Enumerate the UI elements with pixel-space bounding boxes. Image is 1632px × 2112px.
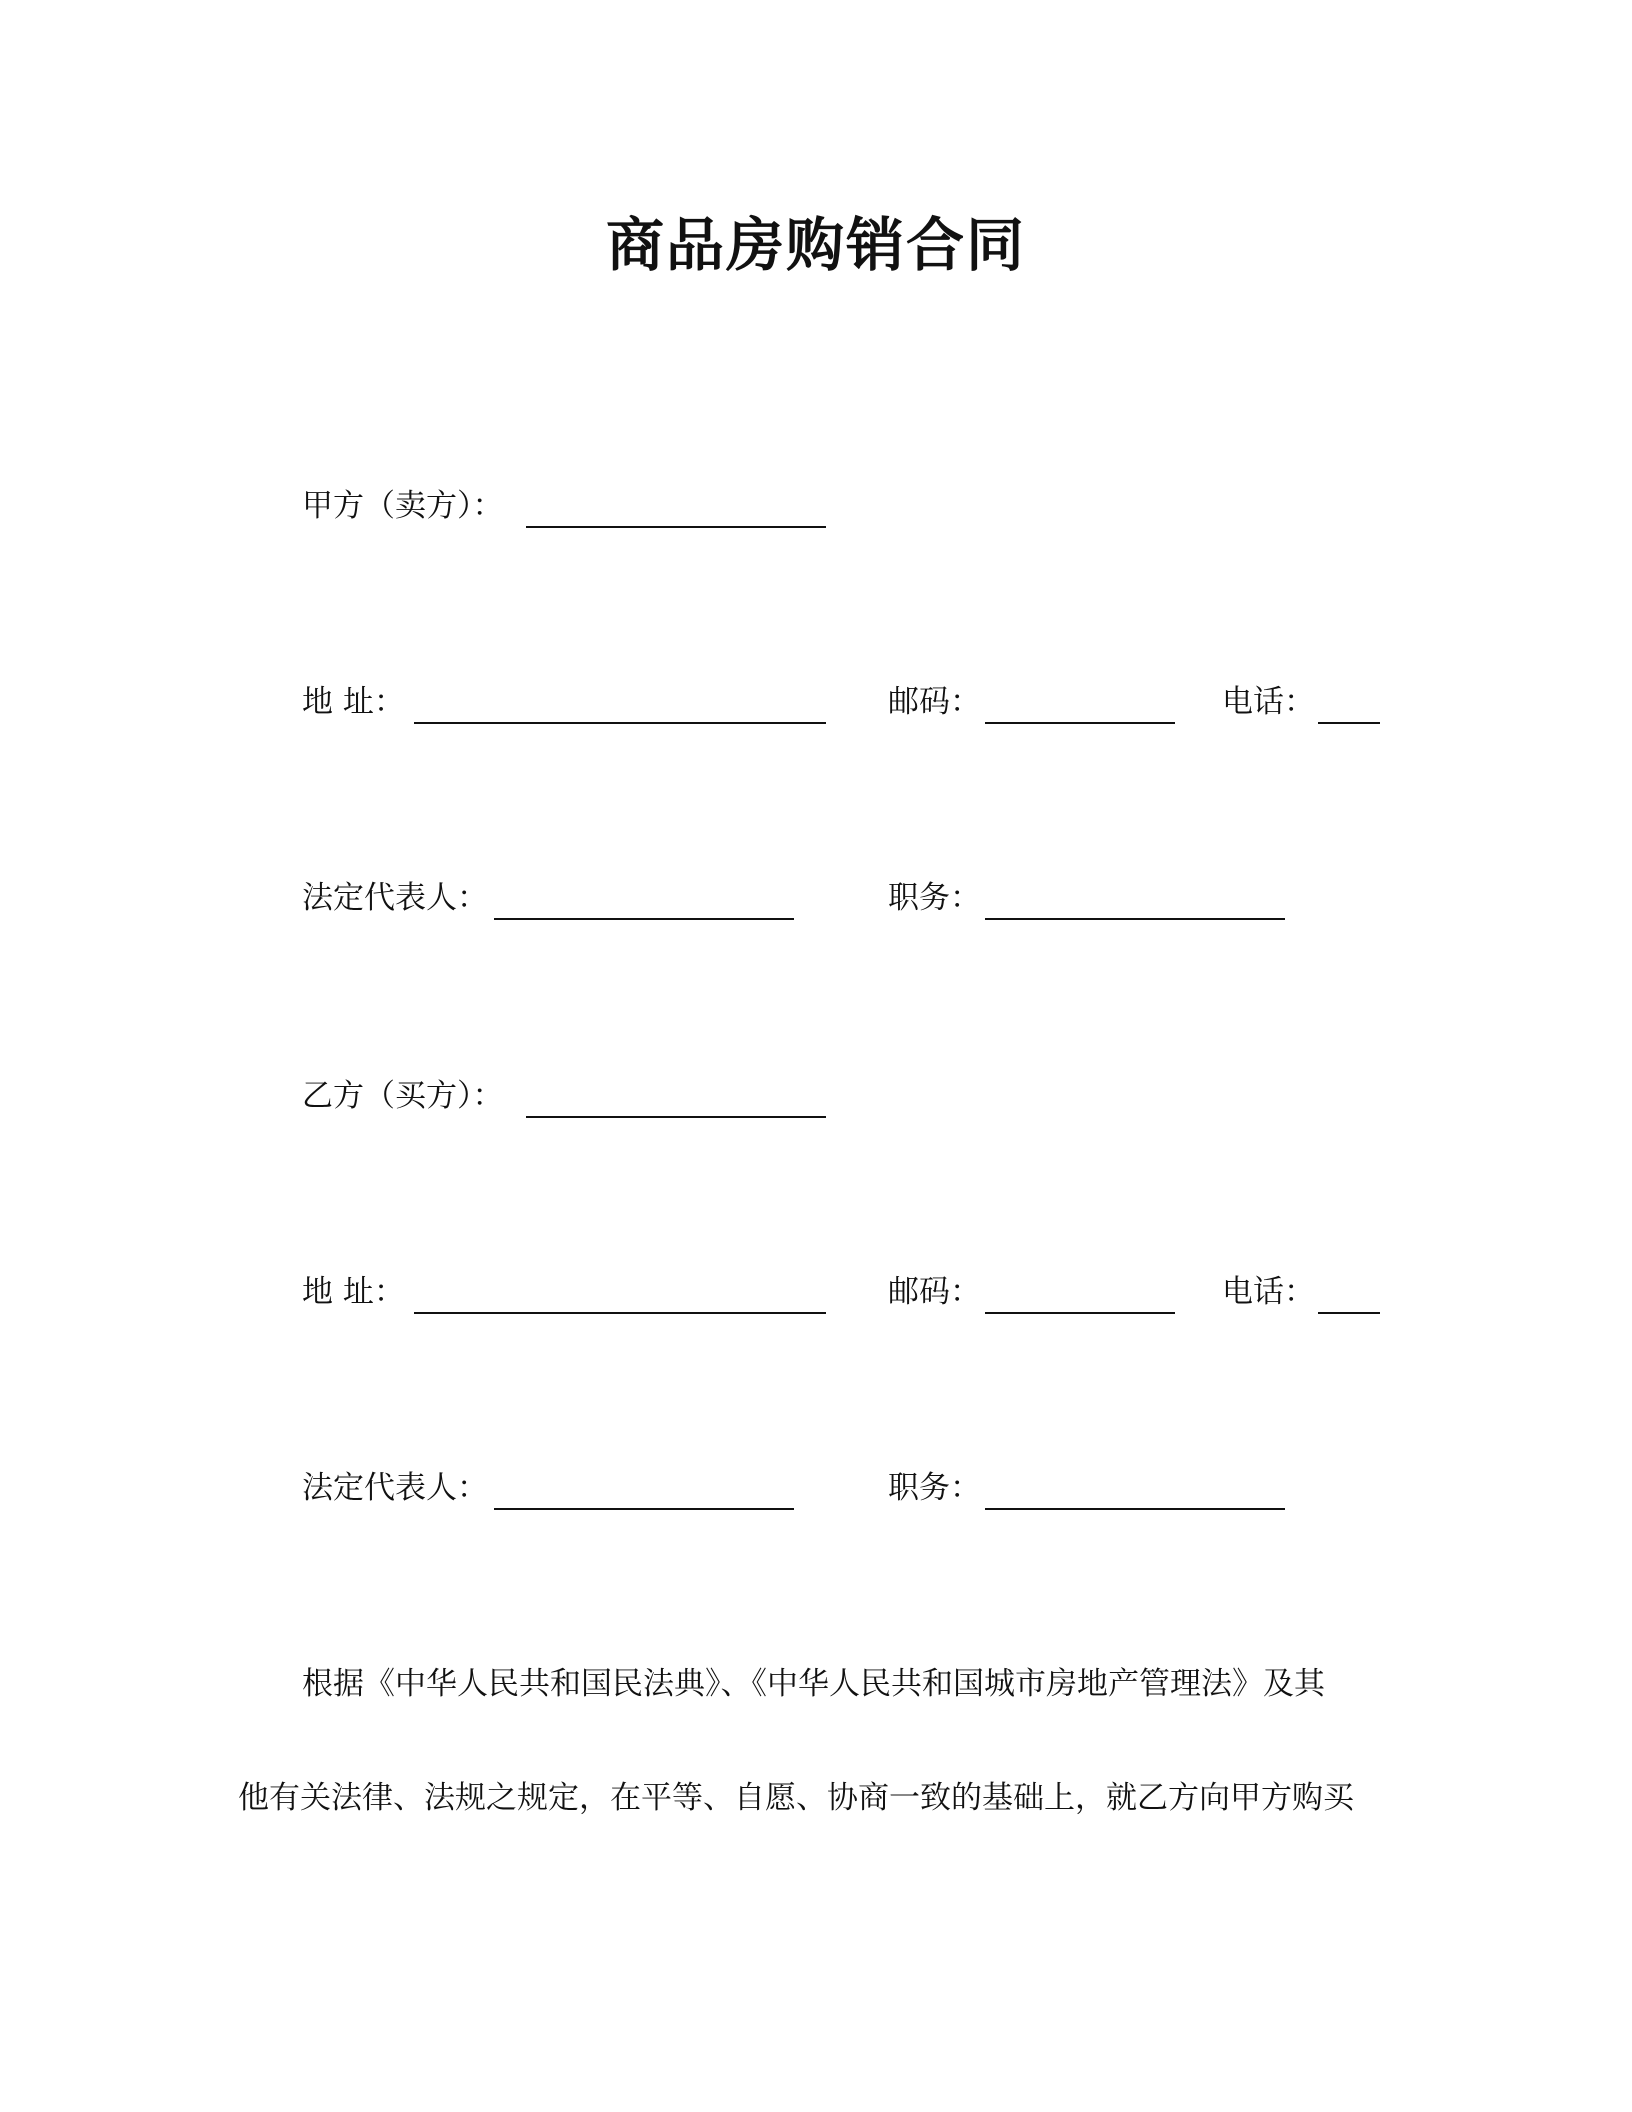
party-a-position-blank[interactable] <box>985 918 1285 920</box>
party-a-postcode-label: 邮码： <box>888 684 981 720</box>
party-b-position-label: 职务： <box>888 1470 981 1506</box>
party-a-position-label: 职务： <box>888 880 981 916</box>
document-title: 商品房购销合同 <box>605 211 1026 279</box>
party-b-address-blank[interactable] <box>414 1312 826 1314</box>
party-b-name-blank[interactable] <box>526 1116 826 1118</box>
party-b-legal-rep-label: 法定代表人： <box>302 1470 488 1506</box>
preamble-line-2: 他有关法律、法规之规定，在平等、自愿、协商一致的基础上，就乙方向甲方购买 <box>238 1780 1354 1816</box>
party-b-phone-blank[interactable] <box>1318 1312 1380 1314</box>
party-b-position-blank[interactable] <box>985 1508 1285 1510</box>
party-a-address-label: 地 址： <box>302 684 405 720</box>
party-a-phone-blank[interactable] <box>1318 722 1380 724</box>
party-a-postcode-blank[interactable] <box>985 722 1175 724</box>
party-b-postcode-blank[interactable] <box>985 1312 1175 1314</box>
party-b-postcode-label: 邮码： <box>888 1274 981 1310</box>
party-a-phone-label: 电话： <box>1222 684 1315 720</box>
party-b-label: 乙方（买方）： <box>302 1078 504 1114</box>
party-b-phone-label: 电话： <box>1222 1274 1315 1310</box>
party-a-name-blank[interactable] <box>526 526 826 528</box>
party-a-legal-rep-blank[interactable] <box>494 918 794 920</box>
party-a-address-blank[interactable] <box>414 722 826 724</box>
party-b-legal-rep-blank[interactable] <box>494 1508 794 1510</box>
preamble-line-1: 根据《中华人民共和国民法典》、《中华人民共和国城市房地产管理法》及其 <box>302 1666 1325 1702</box>
party-a-legal-rep-label: 法定代表人： <box>302 880 488 916</box>
party-b-address-label: 地 址： <box>302 1274 405 1310</box>
party-a-label: 甲方（卖方）： <box>302 488 504 524</box>
